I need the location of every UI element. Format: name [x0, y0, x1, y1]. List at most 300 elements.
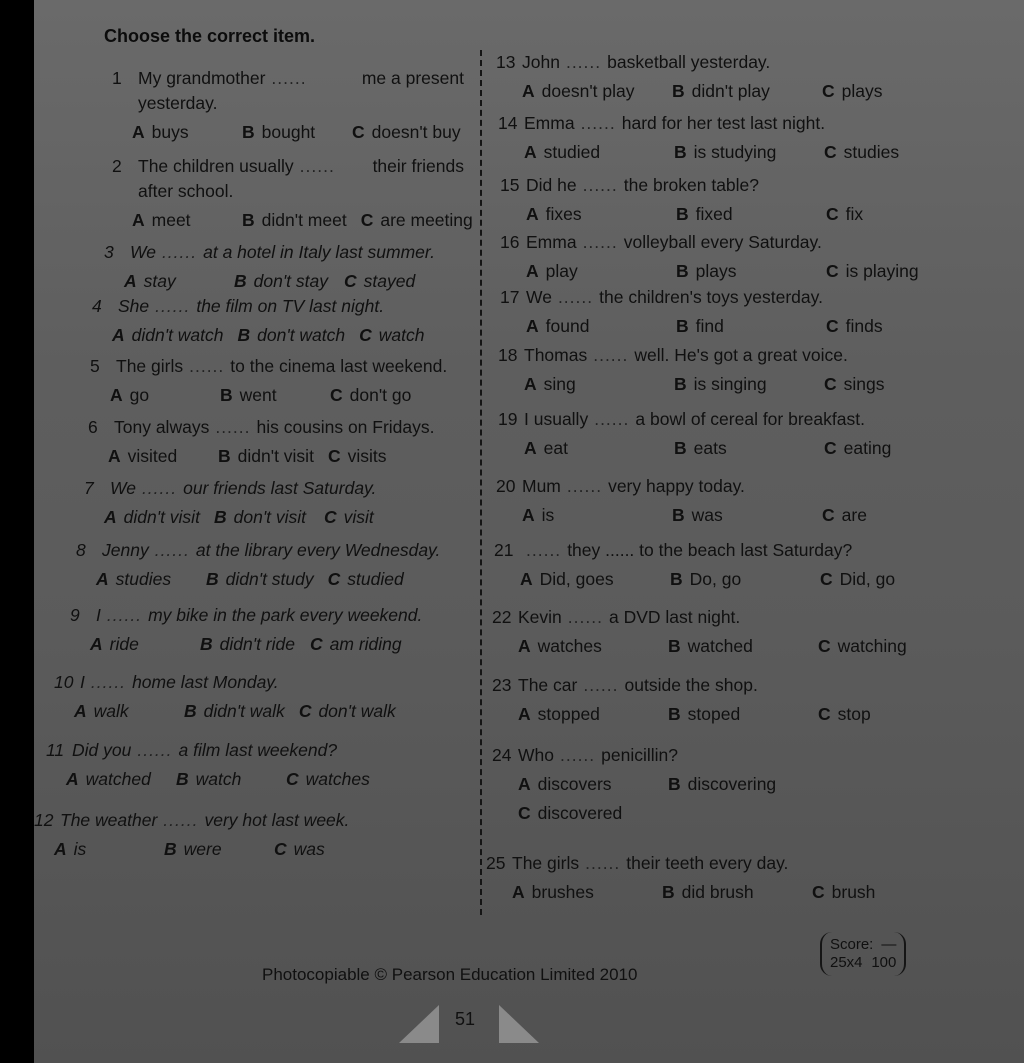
option-a[interactable]	[518, 774, 654, 795]
option-letter: C	[360, 210, 374, 230]
option-b[interactable]	[676, 316, 812, 337]
question-text-end: the children's toys yesterday.	[599, 287, 823, 307]
option-text: is singing	[693, 374, 767, 394]
question-text-start: Did he	[526, 175, 577, 195]
option-a[interactable]	[512, 882, 648, 903]
option-text: Did, goes	[539, 569, 614, 589]
question-number: 23	[492, 675, 512, 695]
option-text: brushes	[531, 882, 594, 902]
answer-options	[496, 505, 972, 526]
option-b[interactable]	[672, 81, 808, 102]
question-stem	[112, 156, 464, 177]
option-text: are meeting	[380, 210, 473, 230]
option-text: ride	[109, 634, 139, 654]
option-letter: C	[824, 374, 837, 394]
question-number: 25	[486, 853, 506, 873]
option-b[interactable]	[184, 701, 285, 722]
option-letter: C	[822, 81, 835, 101]
option-c[interactable]	[274, 839, 370, 860]
option-text: buys	[151, 122, 189, 142]
answer-options	[70, 634, 460, 655]
answer-blank: ......	[566, 476, 603, 496]
question-text-end: their teeth every day.	[626, 853, 789, 873]
option-b[interactable]	[668, 636, 804, 657]
question-text-end: their friends	[372, 156, 464, 176]
option-text: is studying	[693, 142, 777, 162]
answer-blank: ......	[163, 810, 199, 830]
question-text-end: the film on TV last night.	[196, 296, 385, 316]
option-text: discovering	[687, 774, 777, 794]
option-letter: A	[520, 569, 533, 589]
question-17	[500, 287, 976, 337]
option-text: eating	[843, 438, 892, 458]
question-text-start: The girls	[512, 853, 580, 873]
option-letter: B	[234, 271, 247, 291]
exercise-title: Choose the correct item.	[104, 26, 316, 46]
question-text-end: at a hotel in Italy last summer.	[203, 242, 435, 262]
option-text: was	[691, 505, 723, 525]
option-a[interactable]	[524, 438, 660, 459]
option-letter: B	[237, 325, 251, 345]
option-letter: A	[526, 204, 539, 224]
question-text-start: She	[118, 296, 150, 316]
question-20	[496, 476, 972, 526]
question-stem	[46, 740, 446, 761]
option-text: play	[545, 261, 578, 281]
question-number: 15	[500, 175, 520, 195]
option-text: watches	[537, 636, 602, 656]
option-b[interactable]	[676, 204, 812, 225]
option-a[interactable]	[110, 385, 206, 406]
option-text: went	[239, 385, 277, 405]
option-text: is	[541, 505, 555, 525]
question-text-start: Who	[518, 745, 554, 765]
question-8	[76, 540, 462, 590]
question-text-start: Kevin	[518, 607, 562, 627]
question-14	[498, 113, 974, 163]
option-text: eats	[693, 438, 727, 458]
option-a[interactable]	[524, 142, 660, 163]
option-a[interactable]	[104, 507, 200, 528]
option-text: fixes	[545, 204, 582, 224]
score-label: Score:	[830, 936, 874, 953]
option-letter: B	[676, 316, 689, 336]
option-c[interactable]	[824, 438, 960, 459]
question-number: 4	[92, 296, 102, 316]
option-text: brush	[831, 882, 876, 902]
option-c[interactable]	[330, 385, 426, 406]
option-text: don't stay	[253, 271, 328, 291]
option-b[interactable]	[164, 839, 260, 860]
question-text-start: We	[526, 287, 552, 307]
option-c[interactable]	[824, 142, 960, 163]
answer-blank: ......	[557, 287, 594, 307]
option-b[interactable]	[206, 569, 314, 590]
option-text: didn't meet	[261, 210, 347, 230]
question-text-end: hard for her test last night.	[621, 113, 826, 133]
option-text: didn't ride	[219, 634, 295, 654]
question-text-end: to the cinema last weekend.	[230, 356, 448, 376]
question-number: 14	[498, 113, 518, 133]
option-letter: A	[522, 81, 535, 101]
question-text-end: volleyball every Saturday.	[623, 232, 822, 252]
option-letter: C	[826, 261, 839, 281]
answer-blank: ......	[567, 607, 603, 627]
option-c[interactable]	[824, 374, 960, 395]
answer-blank: ......	[582, 232, 618, 252]
option-text: didn't visit	[237, 446, 314, 466]
question-text-start: Jenny	[102, 540, 149, 560]
option-c[interactable]	[818, 704, 954, 725]
option-a[interactable]	[526, 316, 662, 337]
option-a[interactable]	[522, 505, 658, 526]
option-a[interactable]	[132, 210, 228, 231]
option-a[interactable]	[524, 374, 660, 395]
option-letter: B	[672, 505, 685, 525]
answer-blank: ......	[189, 356, 225, 376]
answer-options	[90, 385, 462, 406]
option-text: watched	[687, 636, 753, 656]
option-b[interactable]	[242, 210, 347, 231]
option-c[interactable]	[344, 271, 440, 292]
option-a[interactable]	[526, 204, 662, 225]
answer-options	[492, 636, 968, 657]
question-stem	[498, 409, 974, 430]
option-text: go	[129, 385, 150, 405]
option-text: stop	[837, 704, 871, 724]
option-letter: A	[96, 569, 109, 589]
option-letter: B	[242, 122, 255, 142]
option-b[interactable]	[674, 438, 810, 459]
question-text-end: very happy today.	[608, 476, 745, 496]
option-a[interactable]	[54, 839, 150, 860]
answer-blank: ......	[583, 675, 619, 695]
option-a[interactable]	[66, 769, 162, 790]
option-a[interactable]	[522, 81, 658, 102]
copyright-footer: Photocopiable © Pearson Education Limited 2010	[262, 965, 638, 984]
option-letter: A	[518, 704, 531, 724]
option-letter: A	[90, 634, 103, 654]
option-text: bought	[261, 122, 316, 142]
option-text: fixed	[695, 204, 733, 224]
answer-options	[498, 438, 974, 459]
option-a[interactable]	[518, 704, 654, 725]
score-box	[820, 932, 906, 976]
answer-blank: ......	[593, 345, 629, 365]
answer-options	[34, 839, 434, 860]
question-stem	[76, 540, 462, 561]
question-text-start: Thomas	[524, 345, 588, 365]
question-stem	[496, 52, 972, 73]
question-text-end: my bike in the park every weekend.	[148, 605, 423, 625]
option-letter: C	[818, 636, 831, 656]
question-text-end: home last Monday.	[132, 672, 279, 692]
option-letter: A	[512, 882, 525, 902]
answer-options-row-2	[492, 803, 818, 824]
option-letter: A	[132, 122, 145, 142]
answer-options	[84, 507, 460, 528]
option-c[interactable]	[352, 122, 461, 143]
option-c[interactable]	[361, 210, 473, 231]
option-c[interactable]	[299, 701, 396, 722]
option-c[interactable]	[324, 507, 420, 528]
option-c[interactable]	[286, 769, 382, 790]
question-15	[500, 175, 976, 225]
question-7	[84, 478, 460, 528]
option-b[interactable]	[218, 446, 314, 467]
option-b[interactable]	[668, 704, 804, 725]
question-22	[492, 607, 968, 657]
answer-options	[492, 704, 968, 725]
option-letter: C	[826, 204, 839, 224]
option-c[interactable]	[310, 634, 406, 655]
question-stem	[104, 242, 456, 263]
question-13	[496, 52, 972, 102]
question-number: 13	[496, 52, 516, 72]
option-text: did brush	[681, 882, 754, 902]
option-letter: B	[674, 438, 687, 458]
option-a[interactable]	[90, 634, 186, 655]
question-11	[46, 740, 446, 790]
question-number: 24	[492, 745, 512, 765]
question-number: 9	[70, 605, 80, 625]
option-b[interactable]	[674, 142, 810, 163]
question-stem	[500, 287, 976, 308]
option-b[interactable]	[676, 261, 812, 282]
question-number: 1	[112, 68, 122, 88]
question-6	[88, 417, 462, 467]
answer-options	[76, 569, 462, 590]
question-number: 22	[492, 607, 512, 627]
option-letter: A	[66, 769, 79, 789]
option-c[interactable]	[518, 803, 654, 824]
question-text-end: at the library every Wednesday.	[195, 540, 441, 560]
option-text: discovered	[537, 803, 623, 823]
option-c[interactable]	[818, 636, 954, 657]
question-continuation: yesterday.	[138, 93, 218, 113]
answer-blank: ......	[161, 242, 198, 262]
question-number: 17	[500, 287, 520, 307]
option-text: watching	[837, 636, 907, 656]
question-16	[500, 232, 976, 282]
answer-blank: ......	[271, 68, 307, 88]
option-c[interactable]	[328, 446, 424, 467]
answer-options	[112, 122, 475, 143]
question-4	[92, 296, 469, 346]
question-stem	[88, 417, 462, 438]
option-text: is playing	[845, 261, 919, 281]
option-c[interactable]	[822, 505, 958, 526]
option-letter: C	[824, 438, 837, 458]
option-b[interactable]	[674, 374, 810, 395]
option-text: watched	[85, 769, 151, 789]
option-b[interactable]	[238, 325, 346, 346]
option-c[interactable]	[328, 569, 424, 590]
option-letter: A	[74, 701, 87, 721]
option-letter: B	[218, 446, 231, 466]
option-letter: C	[818, 704, 831, 724]
question-text-end: a DVD last night.	[608, 607, 741, 627]
question-12	[34, 810, 434, 860]
option-letter: A	[108, 446, 121, 466]
option-a[interactable]	[108, 446, 204, 467]
option-c[interactable]	[826, 204, 962, 225]
option-a[interactable]	[132, 122, 228, 143]
answer-options	[498, 142, 974, 163]
option-letter: A	[526, 316, 539, 336]
option-b[interactable]	[672, 505, 808, 526]
option-text: find	[695, 316, 724, 336]
question-stem	[500, 175, 976, 196]
question-number: 8	[76, 540, 86, 560]
option-text: plays	[841, 81, 883, 101]
answer-options	[112, 210, 487, 231]
question-text-end: a film last weekend?	[178, 740, 338, 760]
option-text: didn't watch	[131, 325, 224, 345]
option-b[interactable]	[668, 774, 804, 795]
question-19	[498, 409, 974, 459]
option-text: am riding	[329, 634, 402, 654]
option-letter: B	[242, 210, 255, 230]
option-b[interactable]	[176, 769, 272, 790]
option-letter: C	[286, 769, 299, 789]
answer-options	[92, 325, 469, 346]
option-text: watch	[195, 769, 242, 789]
question-number: 21	[494, 540, 514, 560]
option-text: didn't visit	[123, 507, 200, 527]
option-c[interactable]	[822, 81, 958, 102]
question-number: 20	[496, 476, 516, 496]
option-letter: C	[352, 122, 365, 142]
answer-blank: ......	[141, 478, 178, 498]
option-text: studies	[115, 569, 172, 589]
option-a[interactable]	[526, 261, 662, 282]
question-stem	[92, 296, 444, 317]
question-stem	[492, 607, 968, 628]
option-b[interactable]	[220, 385, 316, 406]
question-stem	[492, 675, 968, 696]
option-letter: C	[344, 271, 357, 291]
answer-options	[54, 701, 454, 722]
question-number: 16	[500, 232, 520, 252]
answer-options	[494, 569, 970, 590]
question-stem	[486, 853, 962, 874]
option-a[interactable]	[518, 636, 654, 657]
option-letter: C	[324, 507, 337, 527]
question-text-end: outside the shop.	[624, 675, 758, 695]
question-5	[90, 356, 462, 406]
question-stem	[84, 478, 460, 499]
option-b[interactable]	[662, 882, 798, 903]
page-number: 51	[455, 1009, 476, 1029]
question-text-end: penicillin?	[601, 745, 679, 765]
option-letter: A	[54, 839, 67, 859]
option-letter: B	[220, 385, 233, 405]
option-letter: C	[274, 839, 287, 859]
answer-blank: ......	[299, 156, 335, 176]
option-b[interactable]	[200, 634, 296, 655]
option-letter: B	[676, 261, 689, 281]
option-text: studies	[843, 142, 900, 162]
question-text-end: basketball yesterday.	[607, 52, 771, 72]
option-a[interactable]	[520, 569, 656, 590]
option-text: studied	[543, 142, 601, 162]
question-stem	[498, 113, 974, 134]
option-a[interactable]	[74, 701, 170, 722]
option-a[interactable]	[96, 569, 192, 590]
option-c[interactable]	[820, 569, 956, 590]
option-c[interactable]	[826, 261, 962, 282]
question-number: 5	[90, 356, 100, 376]
question-text-start: Tony always	[114, 417, 210, 437]
option-text: Did, go	[839, 569, 896, 589]
option-letter: A	[132, 210, 145, 230]
option-text: stayed	[363, 271, 416, 291]
question-continuation: after school.	[138, 181, 234, 201]
question-text-start: We	[110, 478, 136, 498]
option-letter: B	[662, 882, 675, 902]
option-letter: B	[184, 701, 197, 721]
option-letter: A	[518, 636, 531, 656]
question-text-start: The car	[518, 675, 578, 695]
option-text: discovers	[537, 774, 612, 794]
option-text: stoped	[687, 704, 741, 724]
option-b[interactable]	[670, 569, 806, 590]
answer-blank: ......	[154, 540, 190, 560]
option-c[interactable]	[359, 325, 455, 346]
question-23	[492, 675, 968, 725]
option-letter: B	[674, 142, 687, 162]
option-text: is	[73, 839, 87, 859]
question-1	[112, 68, 475, 143]
answer-blank: ......	[90, 672, 127, 692]
option-text: meet	[151, 210, 191, 230]
question-number: 2	[112, 156, 122, 176]
question-number: 19	[498, 409, 518, 429]
option-a[interactable]	[124, 271, 220, 292]
option-letter: C	[328, 446, 341, 466]
option-text: didn't study	[225, 569, 314, 589]
option-text: doesn't play	[541, 81, 635, 101]
question-stem	[112, 68, 464, 89]
question-stem	[494, 540, 970, 561]
option-letter: A	[524, 374, 537, 394]
question-24	[492, 745, 818, 824]
option-c[interactable]	[812, 882, 948, 903]
answer-options	[498, 374, 974, 395]
option-text: eat	[543, 438, 568, 458]
answer-options	[500, 261, 976, 282]
question-text-end: me a present	[361, 68, 464, 88]
option-b[interactable]	[234, 271, 330, 292]
answer-blank: ......	[155, 296, 191, 316]
answer-options	[500, 316, 976, 337]
option-text: was	[293, 839, 325, 859]
option-text: don't visit	[233, 507, 307, 527]
question-text-start: The girls	[116, 356, 184, 376]
option-letter: B	[672, 81, 685, 101]
question-stem	[492, 745, 818, 766]
question-number: 12	[34, 810, 54, 830]
option-letter: A	[104, 507, 117, 527]
option-b[interactable]	[242, 122, 338, 143]
option-a[interactable]	[112, 325, 224, 346]
option-b[interactable]	[214, 507, 310, 528]
option-c[interactable]	[826, 316, 962, 337]
option-text: don't go	[349, 385, 412, 405]
answer-options	[104, 271, 456, 292]
question-text-start: The weather	[60, 810, 158, 830]
